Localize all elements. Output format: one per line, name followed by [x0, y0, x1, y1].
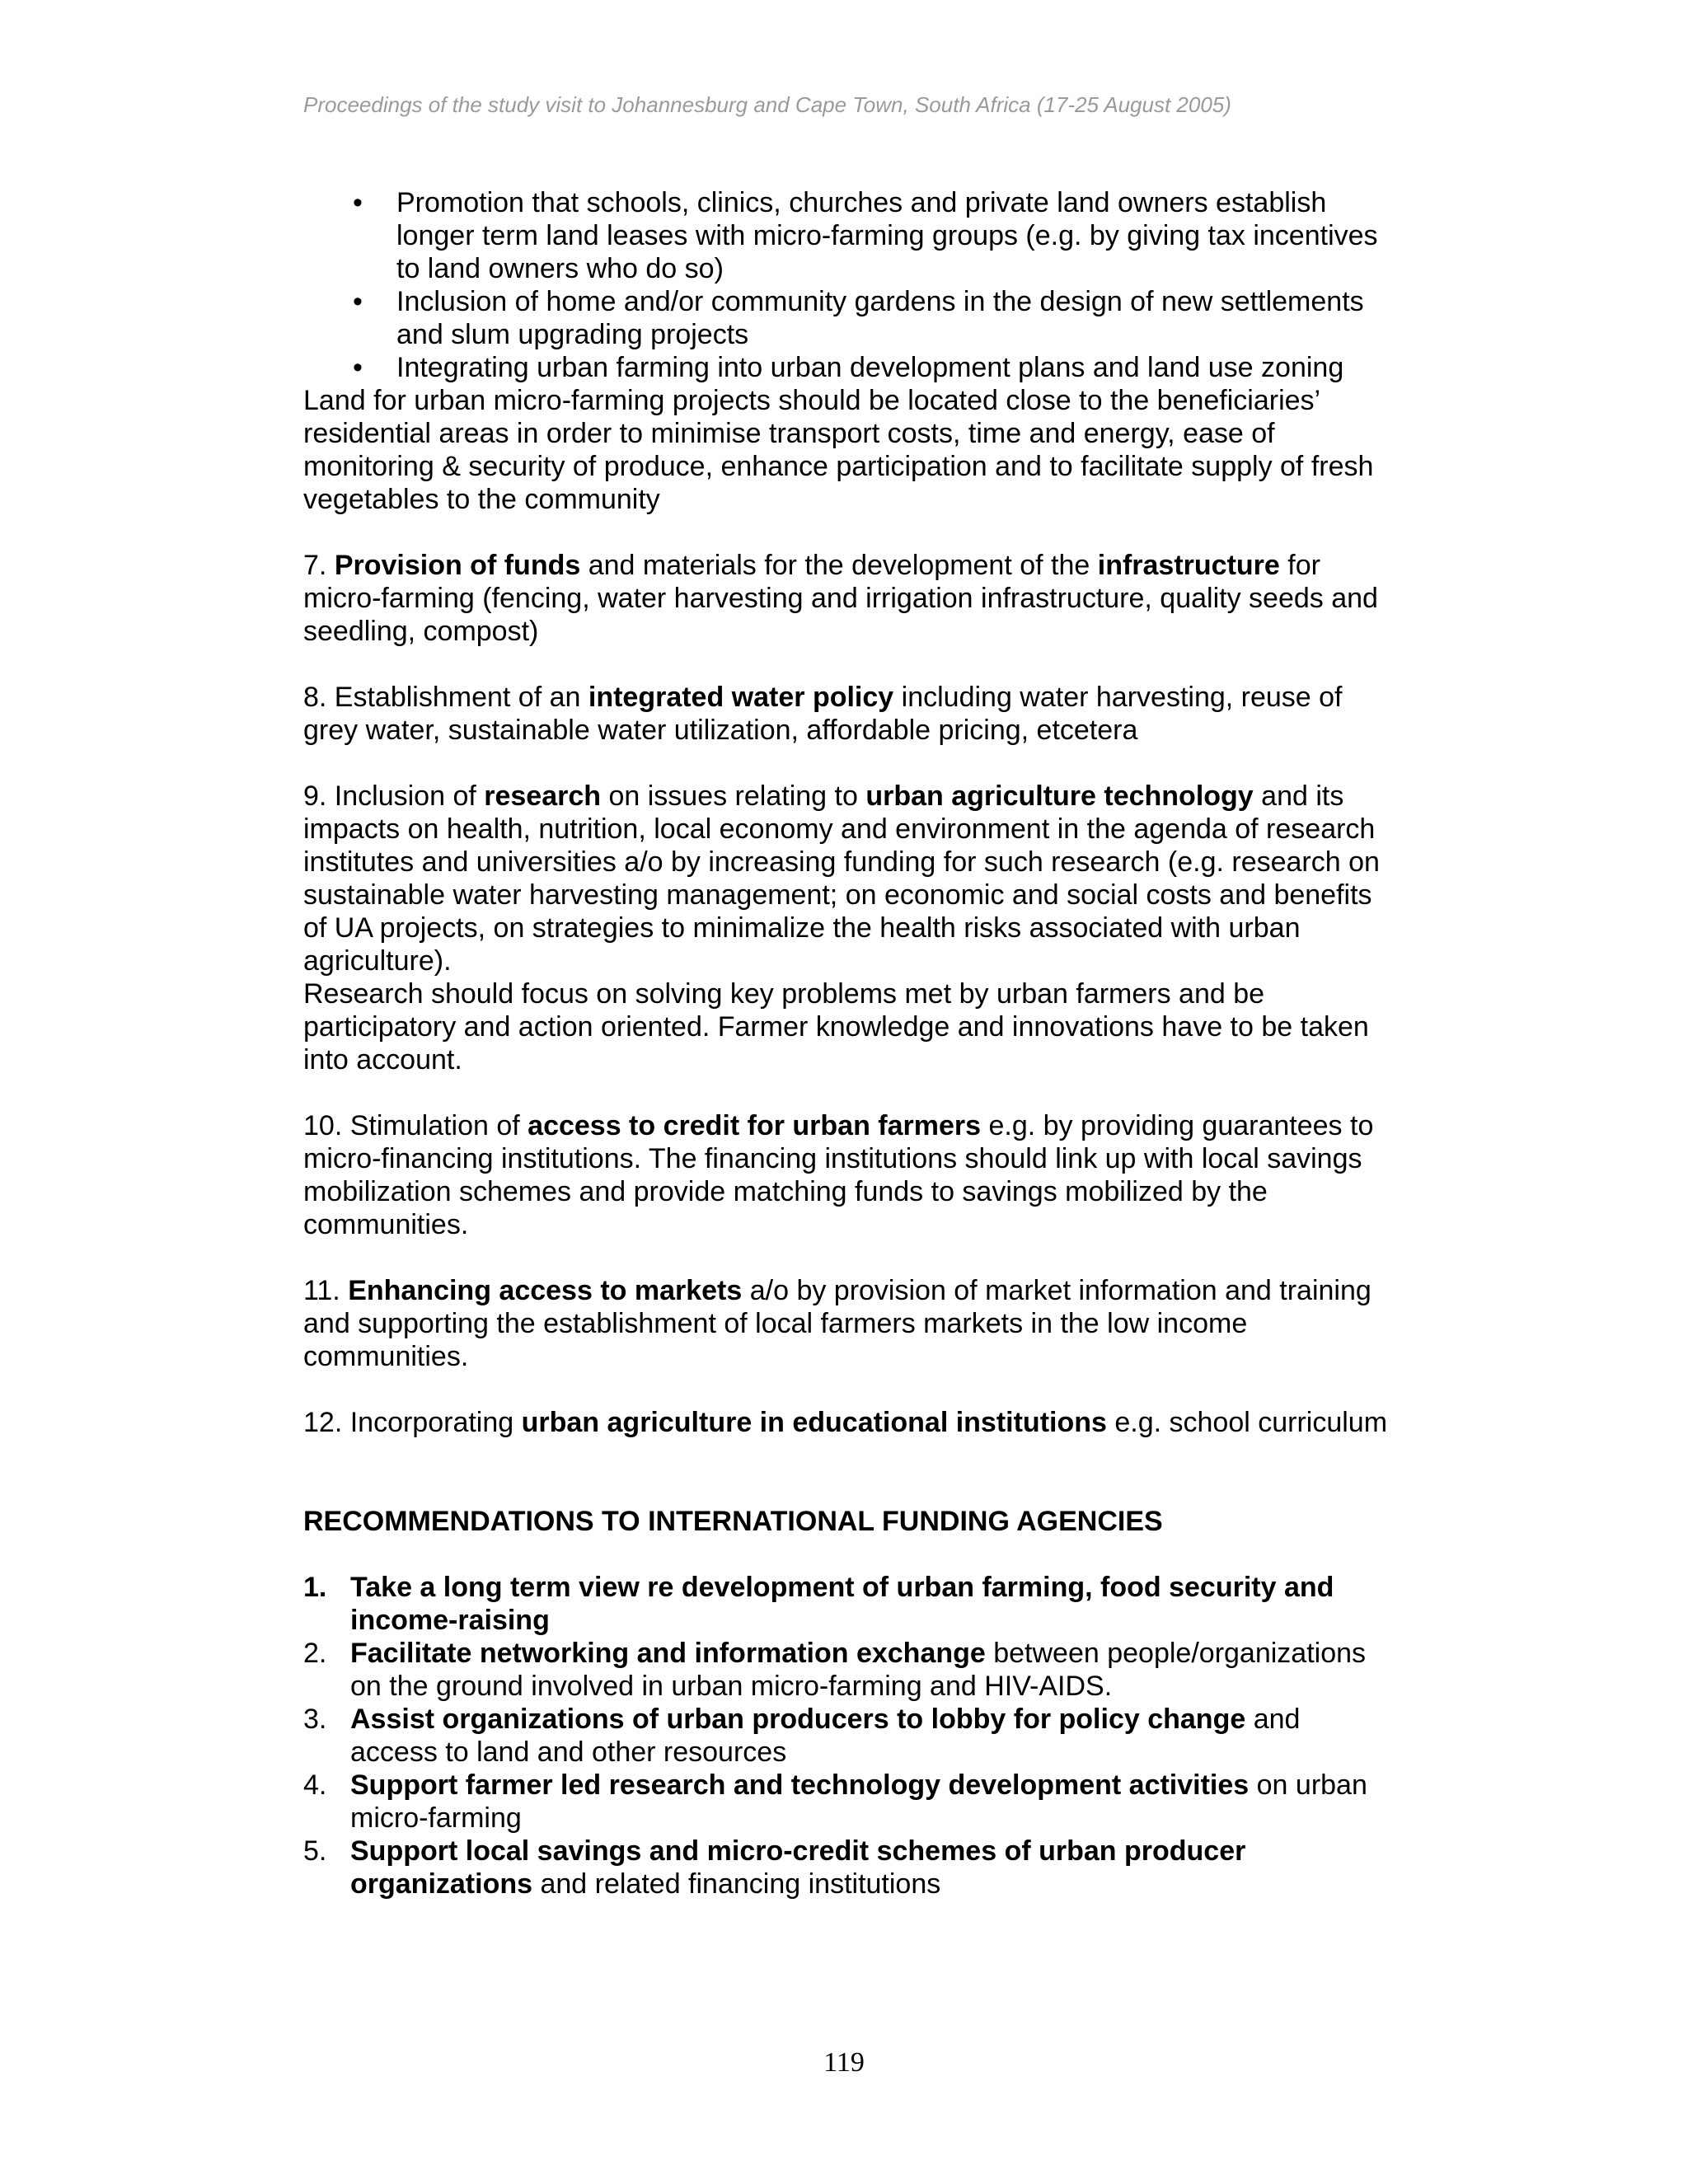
list-item: 4. Support farmer led research and technology development activities on urban micro-farming	[303, 1769, 1367, 1834]
bullet-text: Inclusion of home and/or community gardens in the design of new settlements and slum upgrading projects	[396, 286, 1364, 350]
list-item: 5. Support local savings and micro-credit schemes of urban producer organizations and related financing institutions	[303, 1835, 1246, 1900]
section-heading: RECOMMENDATIONS TO INTERNATIONAL FUNDING AGENCIES	[303, 1506, 1163, 1537]
list-item: 2. Facilitate networking and information exchange between people/organizations on the ground involved in urban micro-farming and HIV-AIDS.	[303, 1638, 1367, 1702]
list-item: 3. Assist organizations of urban producers to lobby for policy change and access to land and other resources	[303, 1704, 1301, 1768]
item-8: 8. Establishment of an integrated water policy including water harvesting, reuse of grey water, sustainable water utilization, affordable pricing, etcetera	[303, 682, 1343, 746]
list-item	[303, 351, 1391, 384]
page-body	[303, 186, 1391, 1900]
item-10: 10. Stimulation of access to credit for urban farmers e.g. by providing guarantees to micro-financing institutions. The financing institutions should link up with local savings mobilization schemes and provide matching funds to savings mobilized by the communities.	[303, 1110, 1374, 1240]
bullet-text: Promotion that schools, clinics, churches and private land owners establish longer term land leases with micro-farming groups (e.g. by giving tax incentives to land owners who do so)	[396, 187, 1378, 284]
bullet-icon: •	[353, 352, 363, 383]
land-paragraph: Land for urban micro-farming projects should be located close to the beneficiaries’ residential areas in order to minimise transport costs, time and energy, ease of monitoring & security of produce, enhance participation and to facilitate supply of fresh vegetables to the community	[303, 385, 1374, 515]
recommendations-list	[303, 1571, 1391, 1900]
item-7: 7. Provision of funds and materials for the development of the infrastructure for micro-farming (fencing, water harvesting and irrigation infrastructure, quality seeds and seedling, compost)	[303, 550, 1378, 647]
list-item	[303, 285, 1391, 351]
item-9: 9. Inclusion of research on issues relating to urban agriculture technology and its impacts on health, nutrition, local economy and environment in the agenda of research institutes and universities a/o by increasing funding for such research (e.g. research on sustainable water harvesting management; on economic and social costs and benefits of UA projects, on strategies to minimalize the health risks associated with urban agriculture).	[303, 780, 1380, 977]
bullet-list	[303, 186, 1391, 384]
running-header: Proceedings of the study visit to Johannesburg and Cape Town, South Africa (17-25 August 2005)	[303, 92, 1231, 117]
list-item: 1. Take a long term view re development of urban farming, food security and income-raising	[303, 1572, 1334, 1636]
item-12: 12. Incorporating urban agriculture in educational institutions e.g. school curriculum	[303, 1407, 1388, 1438]
item-11: 11. Enhancing access to markets a/o by provision of market information and training and supporting the establishment of local farmers markets in the low income communities.	[303, 1275, 1372, 1372]
list-item	[303, 186, 1391, 285]
bullet-icon: •	[353, 187, 363, 218]
bullet-icon: •	[353, 286, 363, 317]
page-number: 119	[823, 2047, 865, 2078]
item-9-research-paragraph: Research should focus on solving key problems met by urban farmers and be participatory and action oriented. Farmer knowledge and innovations have to be taken into account.	[303, 978, 1369, 1076]
bullet-text: Integrating urban farming into urban development plans and land use zoning	[396, 352, 1344, 383]
